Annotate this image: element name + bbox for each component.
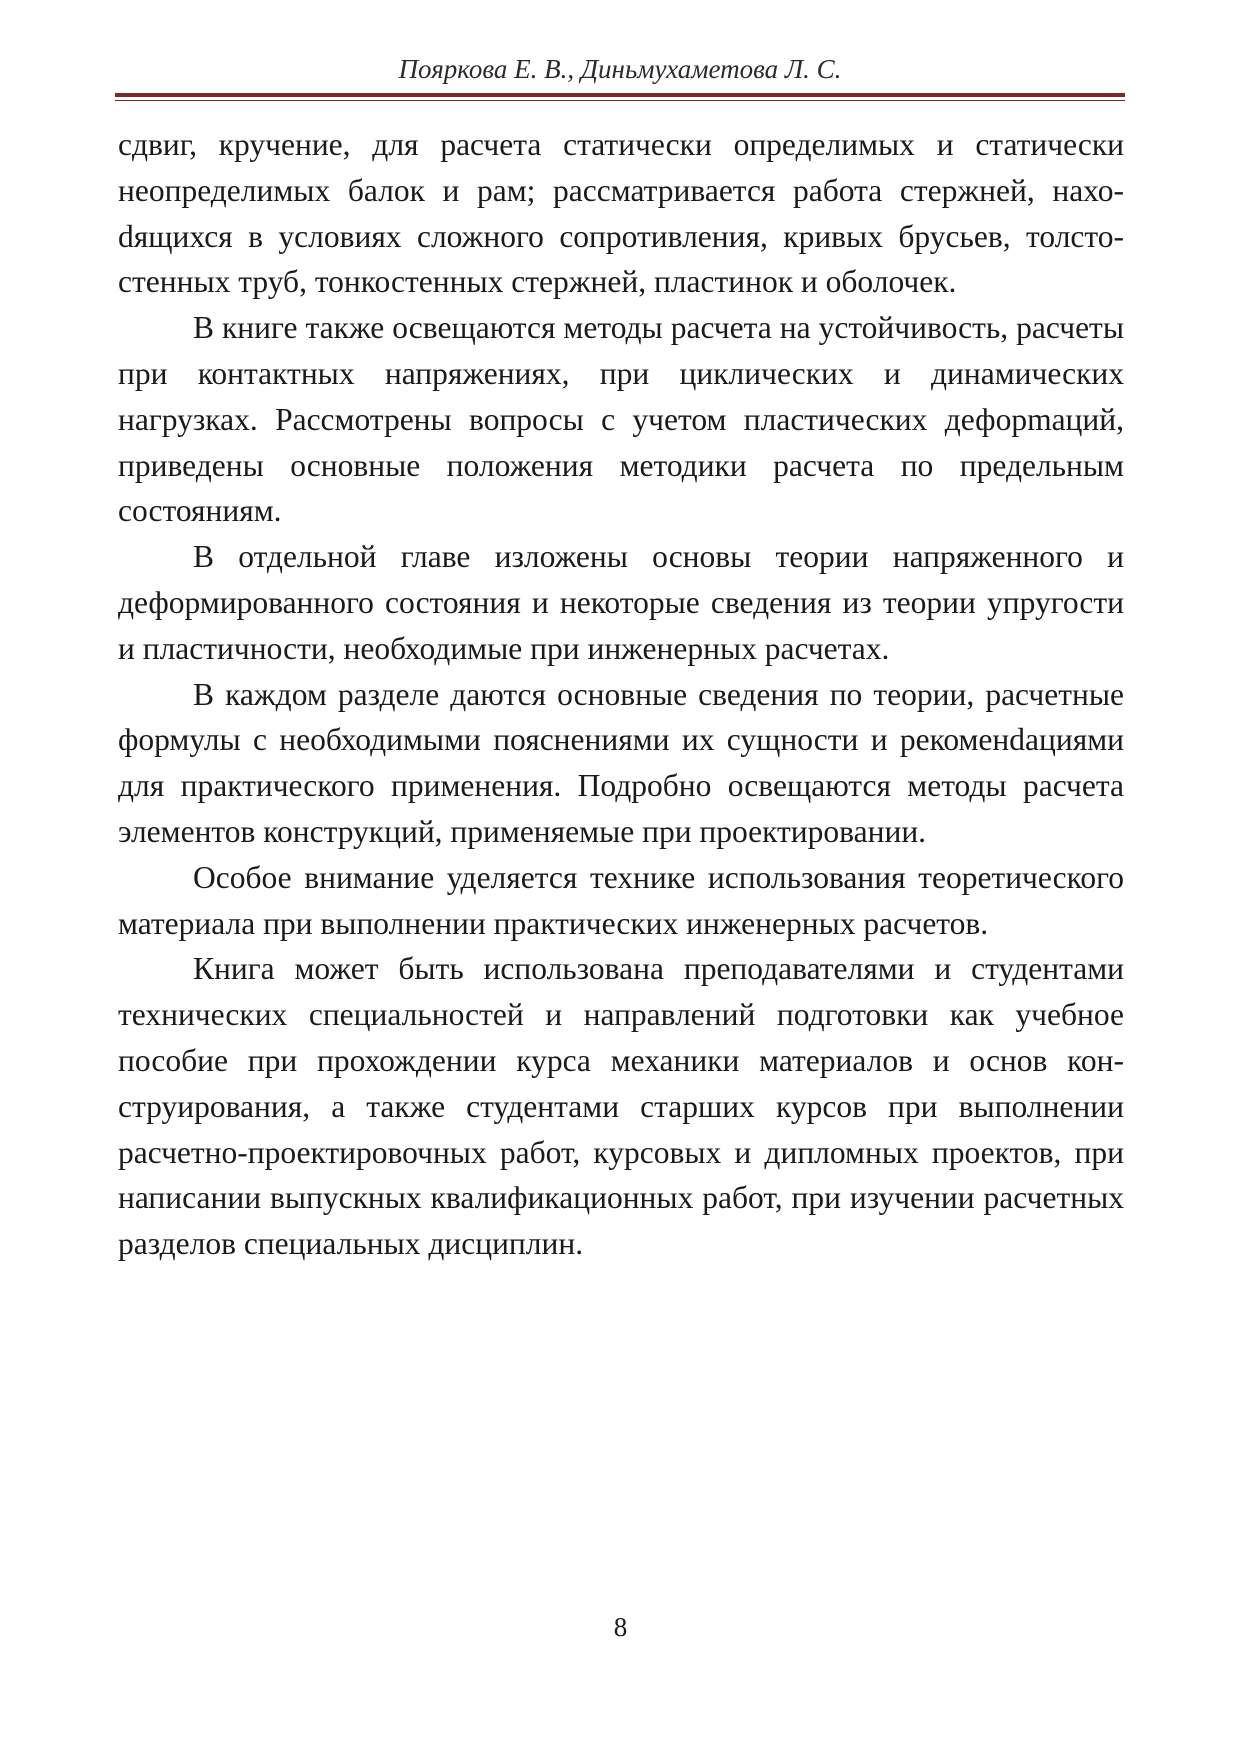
paragraph-5: Особое внимание уделяется технике использования теоретического материала при выполнении практических инженерных расчетов.	[118, 859, 1124, 941]
paragraph-2: В книге также освещаются методы расчета на устойчивость, расчеты при контактных напряжениях, при циклических и динамических нагрузках. Рассмотрены вопросы с учетом пластических дефорmаций, приведены основные положения методики расчета по предельным состояниям.	[118, 310, 1124, 529]
paragraph-4: В каждом разделе даются основные сведения по теории, расчетные формулы с необходимыми пояснениями их сущности и рекоменdациями для практического применения. Подробно освещаются методы расчета элементов конструкций, применяемые при проектировании.	[118, 676, 1124, 849]
paragraph-1: сдвиг, кручение, для расчета статически определимых и статически неопределимых балок и рам; рассматривается работа стержней, нахоdящихся в условиях сложного сопротивления, кривых брусьев, толстостенных труб, тонкостенных стержней, пластинок и оболочек.	[118, 127, 1124, 300]
paragraph-6: Книга может быть использована преподавателями и студентами технических специальностей и направлений подготовки как учебное пособие при прохождении курса механики материалов и основ конструирования, а также студентами старших курсов при выполнении расчетно-проектировочных работ, курсовых и дипломных проектов, при написании выпускных квалификационных работ, при изучении расчетных разделов специальных дисциплин.	[118, 951, 1124, 1262]
page-number: 8	[613, 1612, 628, 1642]
header-rule-thick	[115, 93, 1125, 97]
body-text	[118, 122, 1124, 1267]
paragraph-3: В отдельной главе изложены основы теории напряженного и деформированного состояния и некоторые сведения из теории упругости и пластичности, необходимые при инженерных расчетах.	[118, 539, 1124, 666]
running-head-authors: Пояркова Е. В., Диньмухаметова Л. С.	[398, 54, 842, 84]
header-rule-thin	[115, 100, 1125, 101]
